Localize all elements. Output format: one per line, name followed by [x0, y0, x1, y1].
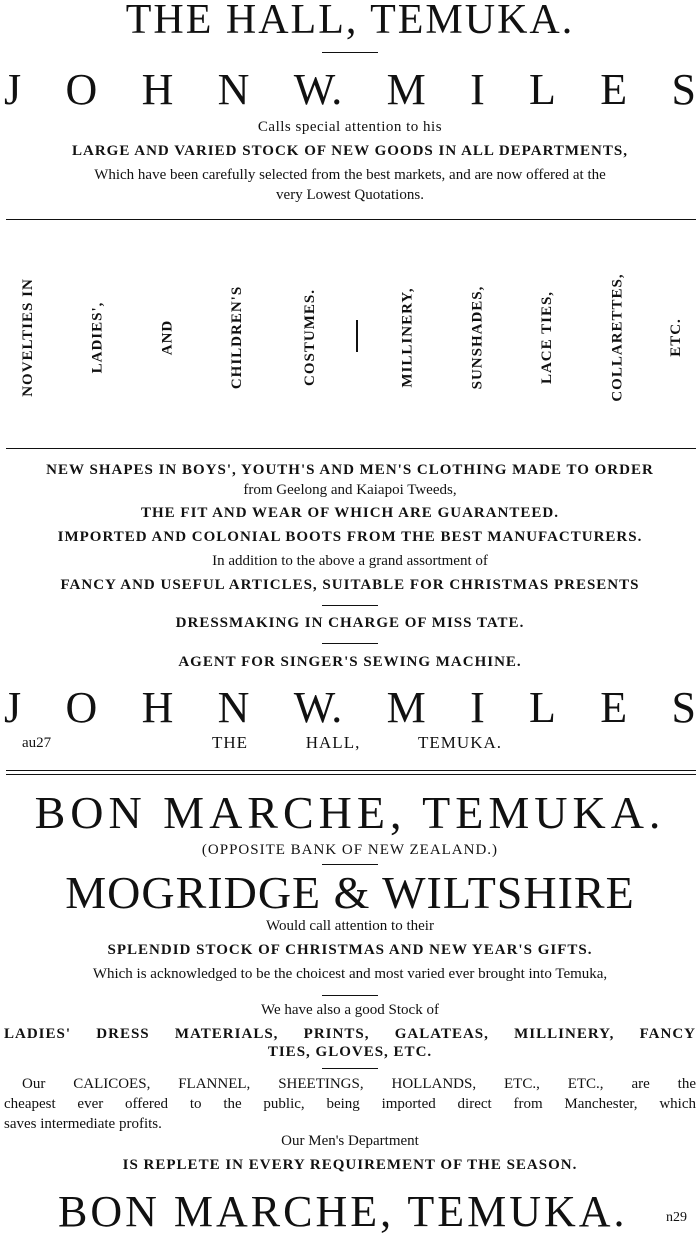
name-letter: S [671, 65, 696, 114]
column-text: NOVELTIES IN [19, 277, 36, 397]
agent-text: AGENT FOR SINGER'S SEWING MACHINE. [178, 654, 522, 670]
short-rule [322, 1068, 378, 1069]
column-label [290, 262, 330, 412]
name-letter: J [4, 65, 22, 114]
address-word: THE [212, 733, 249, 752]
tweeds-text: from Geelong and Kaiapoi Tweeds, [243, 482, 457, 498]
opposite-text: (OPPOSITE BANK OF NEW ZEALAND.) [201, 842, 499, 858]
column-label [8, 262, 48, 412]
firm-name: MOGRIDGE & WILTSHIRE [65, 867, 635, 918]
fancy-articles-text: FANCY AND USEFUL ARTICLES, SUITABLE FOR CHRISTMAS PRESENTS [60, 577, 640, 593]
clothing-text: NEW SHAPES IN BOYS', YOUTH'S AND MEN'S CLOTHING MADE TO ORDER [46, 462, 654, 478]
calls-attention-text: Calls special attention to his [257, 119, 443, 135]
name-letter: W. [293, 683, 343, 732]
name-letter: S [671, 683, 696, 732]
replete-text: IS REPLETE IN EVERY REQUIREMENT OF THE SEASON. [122, 1157, 578, 1173]
column-label [218, 262, 258, 412]
name-letter: L [529, 683, 556, 732]
name-letter: I [470, 65, 485, 114]
cheapest-text: cheapest ever offered to the public, being imported direct from Manchester, which [4, 1096, 696, 1112]
stock-text: LARGE AND VARIED STOCK OF NEW GOODS IN ALL DEPARTMENTS, [72, 143, 628, 159]
name-letter: L [529, 65, 556, 114]
column-text: LADIES', [89, 301, 106, 373]
name-letter: E [600, 65, 628, 114]
addition-text: In addition to the above a grand assortment of [212, 553, 488, 569]
column-label [78, 262, 118, 412]
would-text: Would call attention to their [266, 918, 434, 934]
column-label [656, 262, 696, 412]
divider [6, 219, 696, 220]
boots-text: IMPORTED AND COLONIAL BOOTS FROM THE BEST MANUFACTURERS. [57, 529, 643, 545]
ad2-footer: BON MARCHE, TEMUKA. [58, 1187, 628, 1236]
double-divider [6, 770, 696, 775]
gifts-text: SPLENDID STOCK OF CHRISTMAS AND NEW YEAR'S GIFTS. [107, 942, 593, 958]
acknowledged-text: Which is acknowledged to be the choicest and most varied ever brought into Temuka, [92, 966, 608, 982]
column-label [598, 262, 638, 412]
name-letter: M [386, 683, 426, 732]
name-letter: J [4, 683, 22, 732]
name-letter: E [600, 683, 628, 732]
short-rule [322, 605, 378, 606]
proprietor-name [4, 65, 696, 114]
name-letter: O [65, 65, 98, 114]
ad2-header: BON MARCHE, TEMUKA. [34, 787, 666, 838]
column-label [388, 262, 428, 412]
name-letter: H [141, 683, 174, 732]
ties-text: TIES, GLOVES, ETC. [267, 1044, 433, 1060]
fit-text: THE FIT AND WEAR OF WHICH ARE GUARANTEED. [140, 505, 559, 521]
short-rule [322, 52, 378, 53]
calicoes-text: Our CALICOES, FLANNEL, SHEETINGS, HOLLANDS, ETC., ETC., are the [22, 1076, 696, 1092]
column-text: SUNSHADES, [469, 285, 486, 389]
column-text: MILLINERY, [399, 286, 416, 388]
name-letter: N [217, 65, 250, 114]
column-text: COSTUMES. [301, 288, 318, 386]
dressmaking-text: DRESSMAKING IN CHARGE OF MISS TATE. [175, 615, 525, 631]
address-footer [212, 733, 502, 753]
column-text: AND [159, 319, 176, 355]
column-label [148, 262, 188, 412]
selected-text: Which have been carefully selected from the best markets, and are now offered at the [94, 167, 606, 183]
column-divider [356, 320, 358, 352]
address-word: TEMUKA. [418, 733, 502, 752]
materials-text: LADIES' DRESS MATERIALS, PRINTS, GALATEAS, MILLINERY, FANCY [4, 1026, 696, 1042]
column-text: ETC. [667, 317, 684, 357]
column-label [458, 262, 498, 412]
column-text: LACE TIES, [539, 290, 556, 384]
proprietor-name-footer [4, 683, 696, 732]
column-text: COLLARETTES, [609, 272, 626, 402]
name-letter: N [217, 683, 250, 732]
column-label [528, 262, 568, 412]
column-text: CHILDREN'S [229, 285, 246, 389]
quotations-text: very Lowest Quotations. [276, 187, 424, 203]
name-letter: H [141, 65, 174, 114]
short-rule [322, 643, 378, 644]
ad1-header: THE HALL, TEMUKA. [125, 0, 575, 43]
ad-code: au27 [22, 735, 52, 751]
short-rule [322, 995, 378, 996]
mens-department-text: Our Men's Department [281, 1133, 419, 1149]
ad-code: n29 [666, 1210, 687, 1225]
name-letter: W. [293, 65, 343, 114]
saves-text: saves intermediate profits. [4, 1116, 162, 1132]
name-letter: M [386, 65, 426, 114]
name-letter: I [470, 683, 485, 732]
divider [6, 448, 696, 449]
name-letter: O [65, 683, 98, 732]
also-text: We have also a good Stock of [261, 1002, 439, 1018]
short-rule [322, 864, 378, 865]
address-word: HALL, [305, 733, 361, 752]
